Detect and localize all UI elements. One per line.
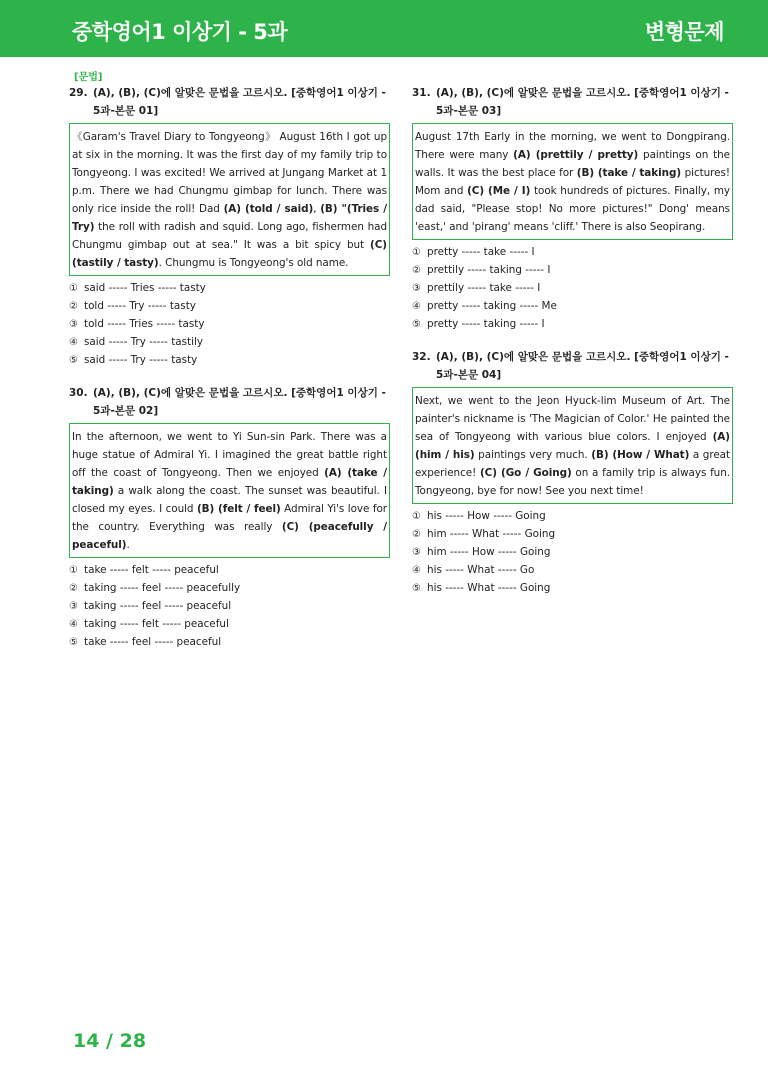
blank-choice: (C) (Go / Going) — [479, 467, 572, 479]
option-number-icon: ③ — [412, 547, 421, 558]
blank-choice: (C) (peacefully / peaceful) — [72, 521, 387, 551]
option-2[interactable] — [69, 297, 390, 315]
question-title — [69, 384, 390, 420]
question-title — [412, 348, 733, 384]
question-title — [69, 84, 390, 120]
passage-text: paintings on the walls. It was the best place for — [415, 149, 731, 179]
option-5[interactable] — [69, 351, 390, 369]
option-text: taking ----- feel ----- peaceful — [84, 600, 232, 612]
page-header — [0, 0, 768, 57]
option-1[interactable] — [412, 507, 733, 525]
option-text: take ----- feel ----- peaceful — [84, 636, 222, 648]
option-3[interactable] — [69, 597, 390, 615]
option-text: told ----- Try ----- tasty — [84, 300, 196, 312]
question-title-line2: 5과-본문 02] — [93, 405, 159, 417]
option-text: him ----- What ----- Going — [427, 528, 556, 540]
question-title-line2: 5과-본문 04] — [436, 369, 502, 381]
blank-choice: (B) "(Tries / Try) — [72, 203, 387, 233]
option-text: his ----- How ----- Going — [427, 510, 546, 522]
option-text: him ----- How ----- Going — [427, 546, 551, 558]
option-number-icon: ④ — [412, 301, 421, 312]
option-number-icon: ① — [412, 247, 421, 258]
question-number: 32. — [412, 351, 431, 363]
answer-options — [69, 561, 390, 651]
blank-choice: (B) (take / taking) — [576, 167, 682, 179]
option-number-icon: ④ — [412, 565, 421, 576]
option-5[interactable] — [412, 579, 733, 597]
option-text: prettily ----- take ----- I — [427, 282, 541, 294]
option-text: prettily ----- taking ----- I — [427, 264, 551, 276]
question-title-line2: 5과-본문 01] — [93, 105, 159, 117]
question-title-line1: (A), (B), (C)에 알맞은 문법을 고르시오. [중학영어1 이상기 - — [436, 87, 729, 99]
header-title: 중학영어1 이상기 - 5과 — [72, 20, 288, 44]
option-3[interactable] — [69, 315, 390, 333]
passage-box — [69, 423, 390, 558]
passage-text: In the afternoon, we went to Yi Sun-sin Park. There was a huge statue of Admiral Yi. I imagined the great battle right off the coast of Tongyeong. Then we enjoyed — [72, 431, 387, 479]
option-text: pretty ----- taking ----- I — [427, 318, 545, 330]
answer-options — [412, 243, 733, 333]
option-text: said ----- Tries ----- tasty — [84, 282, 206, 294]
option-5[interactable] — [69, 633, 390, 651]
option-1[interactable] — [412, 243, 733, 261]
option-text: told ----- Tries ----- tasty — [84, 318, 205, 330]
option-text: his ----- What ----- Go — [427, 564, 535, 576]
option-number-icon: ① — [69, 283, 78, 294]
question-title — [412, 84, 733, 120]
header-category: 변형문제 — [644, 20, 724, 44]
option-number-icon: ② — [69, 583, 78, 594]
blank-choice: (C) (Me / I) — [467, 185, 531, 197]
option-number-icon: ⑤ — [412, 583, 421, 594]
option-number-icon: ② — [412, 265, 421, 276]
section-tag: [문법] — [74, 72, 103, 83]
passage-text: . — [126, 539, 130, 551]
option-number-icon: ④ — [69, 619, 78, 630]
option-2[interactable] — [412, 261, 733, 279]
passage-text: pictures! Mom and — [415, 167, 730, 197]
page-number: 14 / 28 — [73, 1030, 147, 1052]
option-4[interactable] — [69, 615, 390, 633]
passage-text: paintings very much. — [474, 449, 592, 461]
option-number-icon: ⑤ — [69, 355, 78, 366]
passage-text: the roll with radish and squid. Long ago, fishermen had Chungmu gimbap out at sea." It was a bit spicy but — [72, 221, 387, 251]
question-number: 29. — [69, 87, 88, 99]
question-number: 30. — [69, 387, 88, 399]
passage-text: , — [313, 203, 321, 215]
passage-text: on a family trip is always fun. Tongyeong, bye for now! See you next time! — [415, 467, 731, 497]
passage-box — [69, 123, 390, 276]
question-title-line1: (A), (B), (C)에 알맞은 문법을 고르시오. [중학영어1 이상기 - — [93, 387, 386, 399]
option-text: his ----- What ----- Going — [427, 582, 551, 594]
option-text: taking ----- feel ----- peacefully — [84, 582, 241, 594]
answer-options — [69, 279, 390, 369]
option-text: taking ----- felt ----- peaceful — [84, 618, 229, 630]
option-text: pretty ----- take ----- I — [427, 246, 535, 258]
option-1[interactable] — [69, 561, 390, 579]
question-31 — [412, 84, 733, 333]
option-number-icon: ② — [69, 301, 78, 312]
option-text: said ----- Try ----- tasty — [84, 354, 198, 366]
question-title-line2: 5과-본문 03] — [436, 105, 502, 117]
option-text: said ----- Try ----- tastily — [84, 336, 204, 348]
option-number-icon: ⑤ — [412, 319, 421, 330]
passage-text: 《Garam's Travel Diary to Tongyeong》 August 16th I got up at six in the morning. It was the first day of my family trip to Tongyeong. I was excited! We arrived at Jungang Market at 1 p.m. There we had Chungmu gimbap for lunch. There was only rice inside the roll! Dad — [72, 131, 387, 215]
blank-choice: (C) (tastily / tasty) — [72, 239, 387, 269]
option-text: pretty ----- taking ----- Me — [427, 300, 557, 312]
option-number-icon: ① — [412, 511, 421, 522]
option-number-icon: ⑤ — [69, 637, 78, 648]
option-4[interactable] — [412, 297, 733, 315]
question-number: 31. — [412, 87, 431, 99]
question-title-line1: (A), (B), (C)에 알맞은 문법을 고르시오. [중학영어1 이상기 - — [93, 87, 386, 99]
blank-choice: (A) (prettily / pretty) — [513, 149, 639, 161]
option-number-icon: ③ — [69, 601, 78, 612]
blank-choice: (A) (him / his) — [415, 431, 730, 461]
option-4[interactable] — [69, 333, 390, 351]
blank-choice: (A) (told / said) — [223, 203, 314, 215]
option-number-icon: ② — [412, 529, 421, 540]
option-2[interactable] — [412, 525, 733, 543]
option-text: take ----- felt ----- peaceful — [84, 564, 219, 576]
question-title-line1: (A), (B), (C)에 알맞은 문법을 고르시오. [중학영어1 이상기 - — [436, 351, 729, 363]
question-30 — [69, 384, 390, 651]
option-1[interactable] — [69, 279, 390, 297]
question-29 — [69, 84, 390, 369]
blank-choice: (A) (take / taking) — [72, 467, 387, 497]
option-number-icon: ③ — [69, 319, 78, 330]
option-4[interactable] — [412, 561, 733, 579]
passage-text: a walk along the coast. The sunset was beautiful. I closed my eyes. I could — [72, 485, 387, 515]
passage-box — [412, 123, 733, 240]
passage-text: took hundreds of pictures. Finally, my dad said, "Please stop! No more pictures!" Dong' means 'east,' and 'pirang' means 'cliff.' There is also Seopirang. — [415, 185, 730, 233]
blank-choice: (B) (felt / feel) — [196, 503, 281, 515]
option-2[interactable] — [69, 579, 390, 597]
answer-options — [412, 507, 733, 597]
blank-choice: (B) (How / What) — [591, 449, 690, 461]
passage-text: . Chungmu is Tongyeong's old name. — [158, 257, 349, 269]
option-3[interactable] — [412, 279, 733, 297]
passage-text: Admiral Yi's love for the country. Everything was really — [72, 503, 387, 533]
question-32 — [412, 348, 733, 597]
option-5[interactable] — [412, 315, 733, 333]
passage-text: Next, we went to the Jeon Hyuck-lim Museum of Art. The painter's nickname is 'The Magician of Color.' He painted the sea of Tongyeong with various blue colors. I enjoyed — [415, 395, 730, 443]
passage-text: a great experience! — [415, 449, 730, 479]
option-3[interactable] — [412, 543, 733, 561]
option-number-icon: ③ — [412, 283, 421, 294]
passage-box — [412, 387, 733, 504]
option-number-icon: ④ — [69, 337, 78, 348]
option-number-icon: ① — [69, 565, 78, 576]
passage-text: August 17th Early in the morning, we went to Dongpirang. There were many — [415, 131, 730, 161]
